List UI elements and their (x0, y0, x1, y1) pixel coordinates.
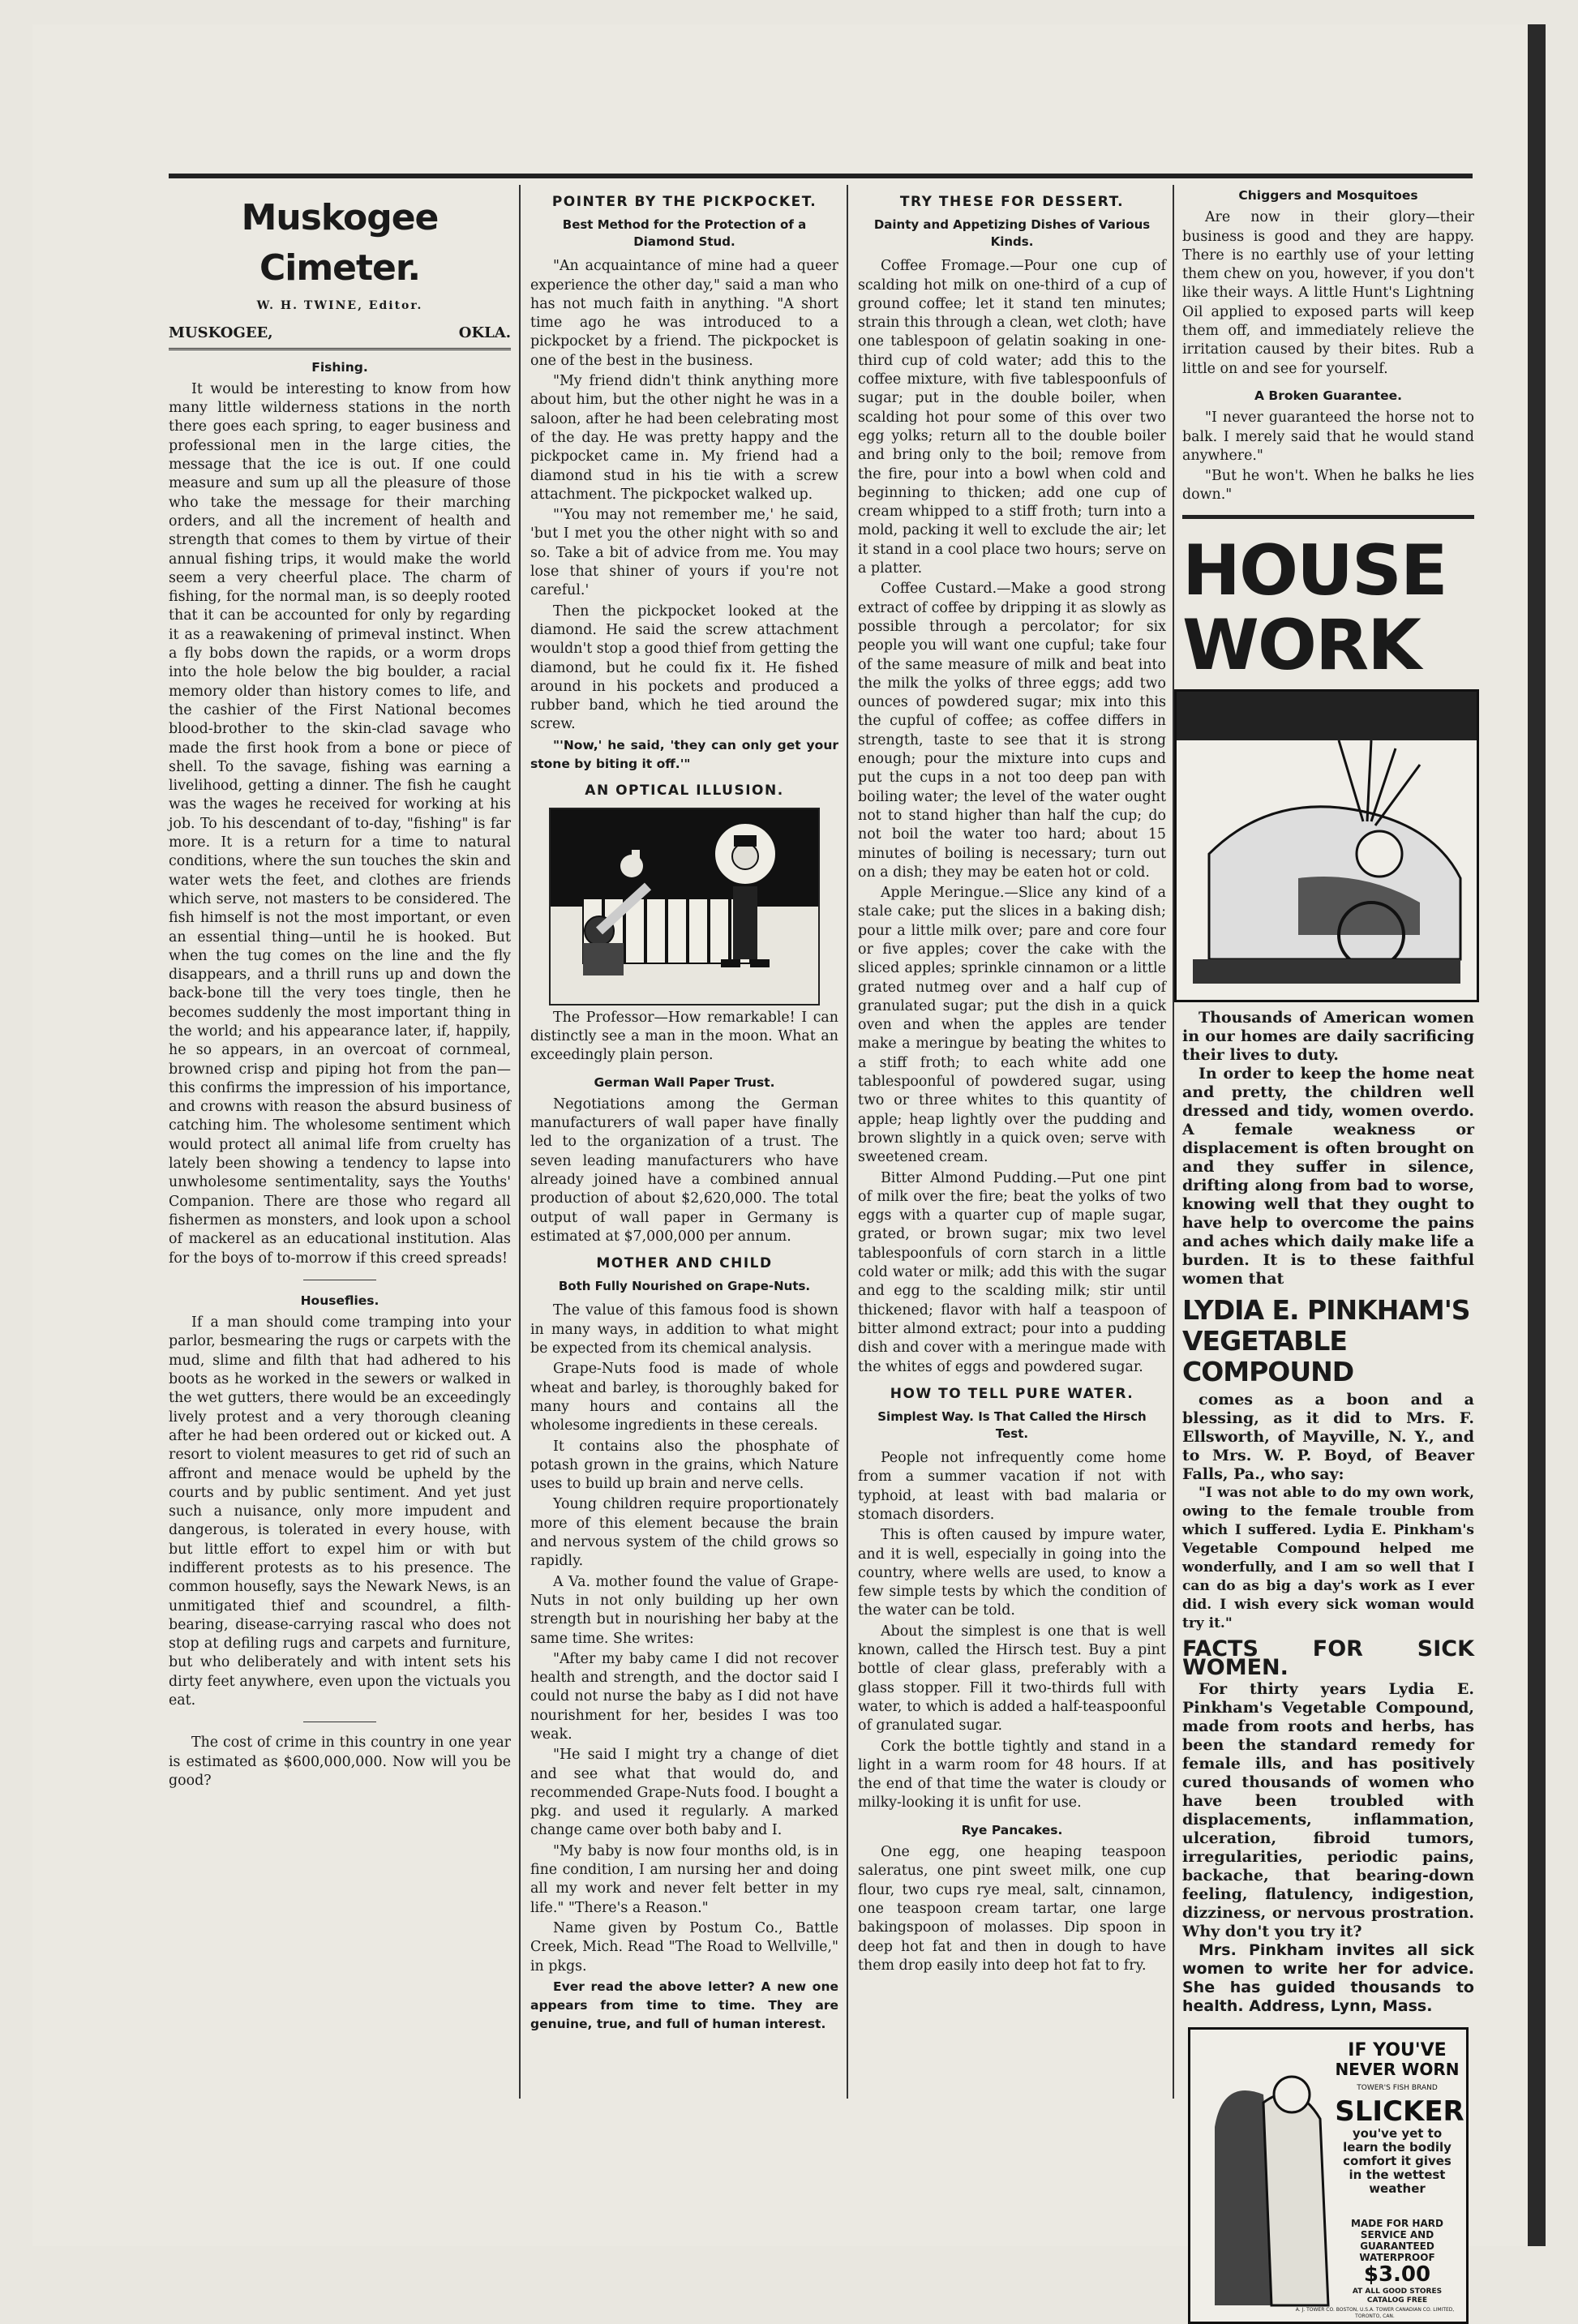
article-paragraph: It would be interesting to know from how many little wilderness stations in the north there goes each spring, to eager business and professional men in the large cities, the message that the ice is out. If one could measure and sum up all the pleasure of those who take the message for their marching orders, and all the increment of health and strength that comes to them by virtue of their annual fishing trips, it would make the world seem a very cheerful place. The charm of fishing, for the normal man, is so deeply rooted that it can be accounted for only by regarding it as a reawakening of primeval instinct. When a fly bobs down the rapids, or a worm drops into the hole below the big boulder, a racial memory older than history comes to life, and the cashier of the First National becomes blood-brother to the skin-clad savage who made the first hook from a bone or piece of shell. To the savage, fishing was earning a livelihood, getting a dinner. The fish he caught was the wages he received for working at his job. To his descendant of to-day, "fishing" is far more. It is a return for a time to natural conditions, where the sun touches the skin and water wets the feet, and clothes are friends which serve, not masters to be considered. The fish himself is not the most important, or even an essential thing—until he is hooked. But when the tug comes on the line and the fly disappears, and a thrill runs up and down the back-bone till the very toes tingle, then he becomes suddenly the most important thing in the world; and his appearance later, if, happily, he so appears, in an overcoat of cornmeal, browned crisp and piping hot from the pan—this confirms the impression of his importance, and crowns with reason the absurd business of catching him. The wholesome sentiment which would protect all animal life from cruelty has lately been showing a tendency to lapse into unwholesome sentimentality, says the Youths' Companion. There are those who regard all fishermen as monsters, and look upon a school of mackerel as an educational institution. Alas for the boys of to-morrow if this creed spreads! (169, 380, 511, 1267)
ad-body (1182, 1009, 1474, 1288)
article-paragraph: "But he won't. When he balks he lies down." (1182, 468, 1474, 504)
top-rule (169, 174, 1473, 178)
article-paragraph: If a man should come tramping into your parlor, besmearing the rugs or carpets with the mud, slime and filth that had adhered to his boots as he worked in the sewers or walked in the wet gutters, there would be an exceedingly lively protest and a very thorough cleaning after he had been ordered out or kicked out. A resort to violent measures to get rid of such an affront and menace would be upheld by the courts and by public sentiment. And yet just such a nuisance, only more impudent and dangerous, is tolerated in every house, with but little effort to expel him or with but indifferent protests as to his presence. The common housefly, says the Newark News, is an unmitigated thief and scoundrel, a filth-bearing, disease-carrying rascal who does not stop at defiling rugs and carpets and furniture, but who deliberately and with intent sets his dirty feet anywhere, even upon the victuals you eat. (169, 1314, 511, 1709)
ad-paragraph: In order to keep the home neat and pretty, the children well dressed and tidy, women overdo. A female weakness or displacement is often brought on and they suffer in silence, drifting along from bad to worse, knowing well that they ought to have help to overcome the pains and aches which daily make life a burden. It is to these faithful women that (1182, 1064, 1474, 1288)
article-paragraph: Are now in their glory—their business is good and they are happy. There is no earthly use of your letting them chew on you, however, if you don't like their ways. A little Hunt's Lightning Oil applied to exposed parts will keep them off, and immediately relieve the irritation caused by their bites. Rub a little on and see for yourself. (1182, 209, 1474, 377)
page-edge (1528, 24, 1546, 2246)
column-1 (169, 185, 511, 2277)
ad-headline-line: WORK (1182, 604, 1420, 686)
article-paragraph: "'Now,' he said, 'they can only get your stone by biting it off.'" (530, 737, 838, 772)
cartoon-title: AN OPTICAL ILLUSION. (585, 783, 784, 800)
article-paragraph: "He said I might try a change of diet and see what that would do, and recommended Grape-Nuts food. I bought a pkg. and used it regularly. A marked change came over both baby and I. (530, 1747, 838, 1839)
dateline (169, 324, 511, 349)
ad-paragraph: Mrs. Pinkham invites all sick women to write her for advice. She has guided thousands to health. Address, Lynn, Mass. (1182, 1941, 1474, 2016)
column-rule (519, 185, 521, 2099)
article-paragraph: Then the pickpocket looked at the diamond. He said the screw attachment wouldn't stop a good thief from getting the diamond, but he could fix it. He fished around in his pockets and produced a rubber band, which he tied around the screw. (530, 602, 838, 733)
article-paragraph: "I never guaranteed the horse not to balk. I merely said that he would stand anywhere." (1182, 409, 1474, 464)
article-title: Fishing. (311, 359, 368, 375)
ad-paragraph: comes as a boon and a blessing, as it did to Mrs. F. Ellsworth, of Mayville, N. Y., and to Mrs. W. P. Boyd, of Beaver Falls, Pa., who say: (1182, 1390, 1474, 1483)
ad-facts-heading: FACTS FOR SICK WOMEN. (1182, 1636, 1474, 1681)
column-3 (858, 185, 1166, 2115)
masthead-editor: W. H. TWINE, Editor. (256, 299, 423, 312)
slicker-text: IF YOU'VE (1348, 2040, 1447, 2061)
ad-brand-line: LYDIA E. PINKHAM'S (1182, 1293, 1470, 1326)
article-paragraph: Grape-Nuts food is made of whole wheat and barley, is thoroughly baked for many hours and contains all the wholesome ingredients in these cereals. (530, 1361, 838, 1434)
ad-brand (1182, 1295, 1474, 1387)
divider (1182, 515, 1474, 519)
slicker-title: SLICKER (1335, 2095, 1464, 2129)
article-paragraph: This is often caused by impure water, and it is well, especially in going into the country, where wells are used, to know a few simple tests by which the condition of the water can be told. (858, 1527, 1166, 1619)
slicker-text: you've yet to learn the bodily comfort it gives in the wettest weather (1343, 2126, 1452, 2197)
article-paragraph: A Va. mother found the value of Grape-Nuts in not only building up her own strength but in nourishing her baby at the same time. She writes: (530, 1573, 838, 1647)
ad-illustration (1174, 689, 1479, 1002)
article-subtitle: Both Fully Nourished on Grape-Nuts. (558, 1279, 811, 1294)
article-paragraph: It contains also the phosphate of potash grown in the grains, which Nature uses to build up brain and nerve cells. (530, 1438, 838, 1493)
article-paragraph: About the simplest is one that is well known, called the Hirsch test. Buy a pint bottle of clear glass, preferably with a glass stopper. Fill it two-thirds full with water, to which is added a half-teaspoonful of granulated sugar. (858, 1623, 1166, 1734)
slicker-ad (1188, 2027, 1469, 2324)
cartoon-illustration (549, 808, 820, 1005)
article-paragraph: Apple Meringue.—Slice any kind of a stale cake; put the slices in a baking dish; pour a little milk over; pare and core four or five apples; cover the cake with the sliced apples; sprinkle cinnamon or a little grated nutmeg over and a half cup of granulated sugar; put the dish in a quick oven and when the apples are tender make a meringue by beating the whites to a stiff froth; to each white add one tablespoonful of powdered sugar, using two or three whites to this quantity of apple; heap lightly over the pudding and brown slightly in a quick oven; serve with sweetened cream. (858, 885, 1166, 1166)
article-title: Rye Pancakes. (961, 1822, 1063, 1837)
article-paragraph: Ever read the above letter? A new one appears from time to time. They are genuine, true, and full of human interest. (530, 1979, 838, 2032)
column-2 (530, 185, 838, 2115)
article-title: A Broken Guarantee. (1254, 388, 1402, 403)
article-title: HOW TO TELL PURE WATER. (890, 1385, 1134, 1402)
article-subtitle: Best Method for the Protection of a Diamond Stud. (562, 217, 807, 250)
ad-brand-line: VEGETABLE COMPOUND (1182, 1324, 1354, 1387)
article-paragraph: The cost of crime in this country in one year is estimated as $600,000,000. Now will you be good? (169, 1734, 511, 1789)
article-paragraph: Young children require proportionately more of this element because the brain and nervous system of the child grows so rapidly. (530, 1496, 838, 1570)
article-paragraph: "'You may not remember me,' he said, 'but I met you the other night with so and so. Take a bit of advice from me. You may lose that shiner of yours if you're not careful.' (530, 507, 838, 599)
article-title: German Wall Paper Trust. (594, 1074, 775, 1090)
cartoon-caption: The Professor—How remarkable! I can distinctly see a man in the moon. What an exceedingly plain person. (530, 1009, 838, 1064)
article-paragraph: Bitter Almond Pudding.—Put one pint of milk over the fire; beat the yolks of two eggs with a quarter cup of maple sugar, grated, or brown sugar; mix two level tablespoonfuls of corn starch in a little cold water or milk; add this with the sugar and egg to the scalding milk; stir until thickened; flavor with half a teaspoon of bitter almond extract; pour into a pudding dish and cover with a meringue made with the whites of eggs and powdered sugar. (858, 1169, 1166, 1375)
article-paragraph: Coffee Fromage.—Pour one cup of scalding hot milk on one-third of a cup of ground coffee; let it stand ten minutes; strain this through a clean, wet cloth; have one tablespoon of gelatin soaking in one-third cup of cold water; add this to the coffee mixture, with five tablespoonfuls of sugar; put in the double boiler, when scalding hot pour some of this over two egg yolks; return all to the double boiler and bring only to the boil; remove from the fire, pour into a bowl when cold and beginning to thicken; add one cup of cream whipped to a stiff froth; turn into a mold, packing it well to exclude the air; let it stand in a cool place two hours; serve on a platter. (858, 258, 1166, 577)
column-rule (847, 185, 848, 2099)
article-paragraph: Negotiations among the German manufacturers of wall paper have finally led to the organization of a trust. The seven leading manufacturers who have already joined have a combined annual production of about $2,620,000. The total output of wall paper in Germany is estimated at $7,000,000 per annum. (530, 1096, 838, 1245)
ad-testimonial: "I was not able to do my own work, owing to the female trouble from which I suffered. Lydia E. Pinkham's Vegetable Compound helped me wonderfully, and I am so well that I can do as big a day's work as I ever did. I wish every sick woman would try it." (1182, 1484, 1474, 1632)
column-rule (1173, 185, 1174, 2099)
slicker-text: NEVER WORN (1335, 2060, 1460, 2080)
article-paragraph: "After my baby came I did not recover health and strength, and the doctor said I could not nurse the baby as I did not have nourishment for her, besides I was too weak. (530, 1650, 838, 1743)
article-paragraph: "An acquaintance of mine had a queer experience the other day," said a man who has not much faith in anything. "A short time ago he was introduced to a pickpocket by a friend. The pickpocket is one of the best in the business. (530, 258, 838, 369)
slicker-brand: TOWER'S FISH BRAND (1357, 2084, 1438, 2093)
ad-paragraph: For thirty years Lydia E. Pinkham's Vegetable Compound, made from roots and herbs, has been the standard remedy for female ills, and has positively cured thousands of women who have been troubled with displacements, inflammation, ulceration, fibroid tumors, irregularities, periodic pains, backache, that bearing-down feeling, flatulency, indigestion, dizziness, or nervous prostration. Why don't you try it? (1182, 1680, 1474, 1941)
ad-body (1182, 1391, 1474, 1633)
dateline-city: MUSKOGEE, (169, 324, 273, 342)
ad-body (1182, 1680, 1474, 2016)
slicker-text: AT ALL GOOD STORES CATALOG FREE (1352, 2288, 1443, 2305)
article-paragraph: People not infrequently come home from a summer vacation if not with typhoid, at least with bad malaria or stomach disorders. (858, 1450, 1166, 1523)
article-paragraph: Name given by Postum Co., Battle Creek, Mich. Read "The Road to Wellville," in pkgs. (530, 1919, 838, 1975)
article-paragraph: The value of this famous food is shown in many ways, in addition to what might be expected from its chemical analysis. (530, 1302, 838, 1357)
article-paragraph: "My friend didn't think anything more about him, but the other night he was in a saloon, after he had been celebrating most of the day. He was pretty happy and the pickpocket came in. My friend had a diamond stud in his tie with a screw attachment. The pickpocket walked up. (530, 373, 838, 503)
article-title: Houseflies. (300, 1293, 379, 1308)
slicker-text: MADE FOR HARD SERVICE AND GUARANTEED WATERPROOF (1351, 2218, 1443, 2264)
article-title: TRY THESE FOR DESSERT. (899, 194, 1125, 210)
ad-headline (1182, 530, 1474, 686)
article-subtitle: Simplest Way. Is That Called the Hirsch Test. (877, 1409, 1147, 1442)
article-paragraph: "My baby is now four months old, is in fine condition, I am nursing her and doing all my work and never felt better in my life." "There's a Reason." (530, 1842, 838, 1916)
article-subtitle: Dainty and Appetizing Dishes of Various Kinds. (873, 217, 1151, 250)
article-title: MOTHER AND CHILD (596, 1255, 773, 1272)
ad-paragraph: Thousands of American women in our homes are daily sacrificing their lives to duty. (1182, 1008, 1474, 1064)
article-title: POINTER BY THE PICKPOCKET. (551, 194, 817, 210)
article-paragraph: Cork the bottle tightly and stand in a light in a warm room for 48 hours. If at the end of that time the water is cloudy or milky-looking it is unfit for use. (858, 1738, 1166, 1812)
dateline-state: OKLA. (458, 324, 511, 342)
column-4 (1182, 185, 1474, 2320)
slicker-price: $3.00 (1363, 2262, 1431, 2288)
masthead-title: Muskogee Cimeter. (241, 197, 439, 289)
ad-headline-line: HOUSE (1182, 530, 1447, 611)
article-paragraph: One egg, one heaping teaspoon saleratus, one pint sweet milk, one cup flour, two cups rye meal, salt, cinnamon, one teaspoon cream tartar, one large bakingspoon of molasses. Dip spoon in deep hot fat and then in dough to have them drop easily into deep hot fat to fry. (858, 1844, 1166, 1974)
article-title: Chiggers and Mosquitoes (1238, 188, 1418, 203)
slicker-text: A. J. TOWER CO. BOSTON, U.S.A. TOWER CANADIAN CO. LIMITED, TORONTO, CAN. (1295, 2307, 1455, 2320)
article-paragraph: Coffee Custard.—Make a good strong extract of coffee by dripping it as slowly as possible through a percolator; for six people you will want one cupful; take four of the same measure of milk and beat into the milk the yolks of three eggs; add two ounces of powdered sugar; mix into this the cupful of coffee; as coffee differs in strength, taste to see that it is strong enough; pour the mixture into cups and put the cups in a not too deep pan with boiling water; the level of the water ought not to stand higher than half the cup; do not boil the water too hard; about 15 minutes of boiling is necessary; turn out on a dish; they may be eaten hot or cold. (858, 581, 1166, 881)
